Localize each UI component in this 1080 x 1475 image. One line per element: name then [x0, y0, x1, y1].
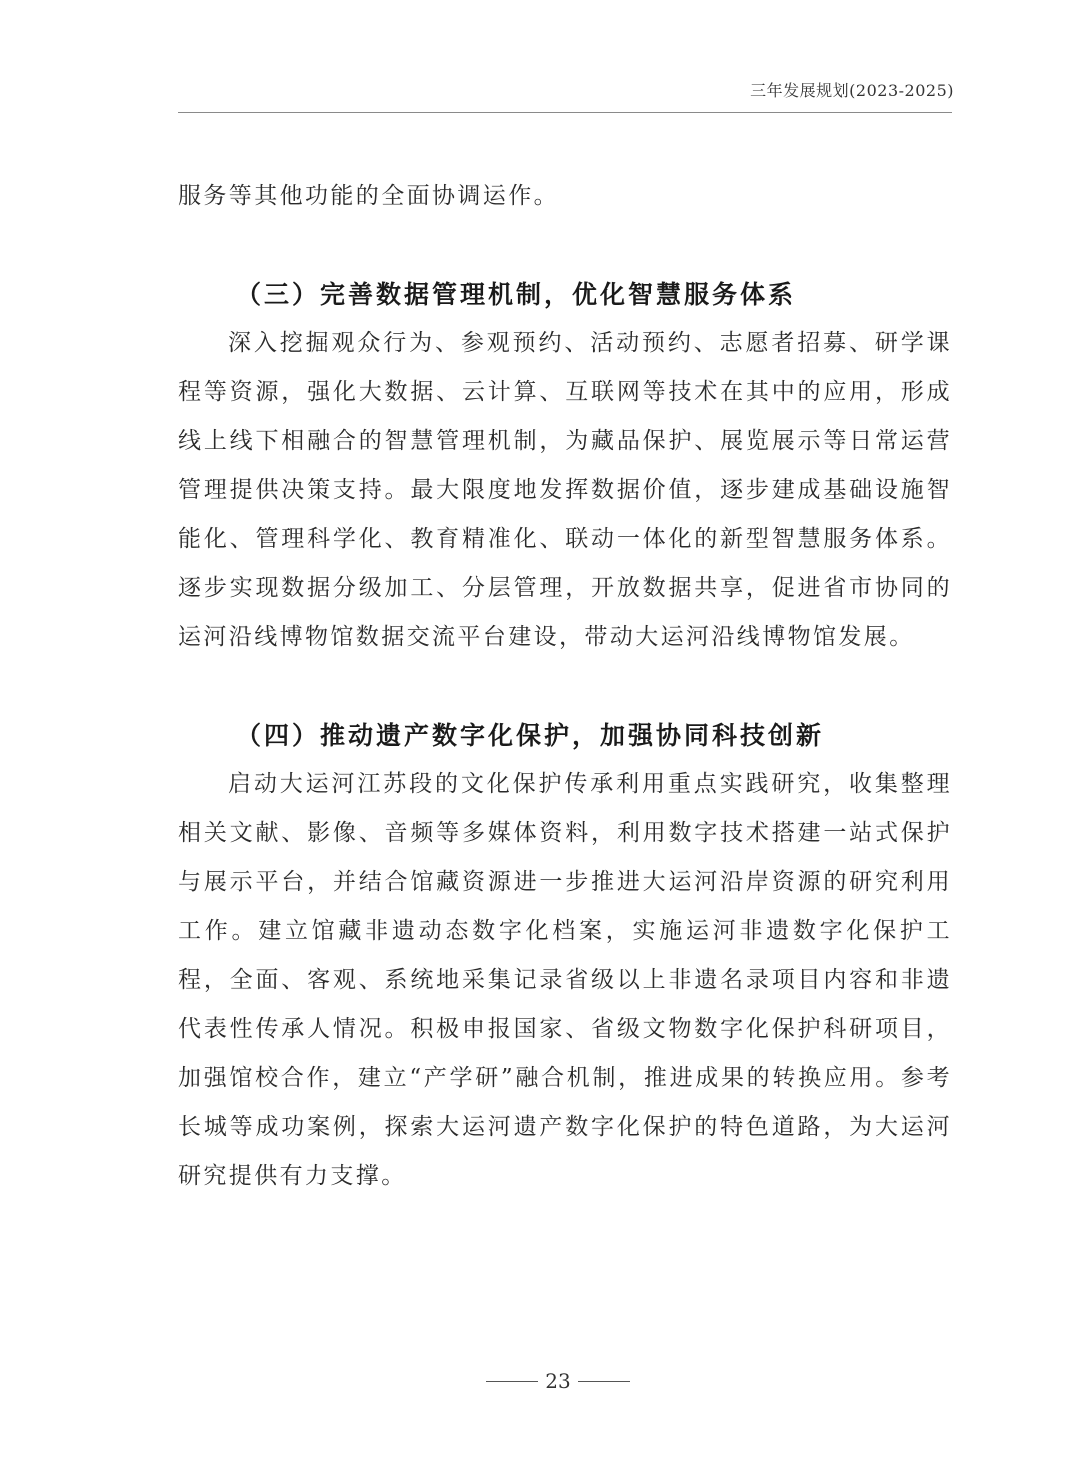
footer-rule-right	[578, 1381, 630, 1382]
section-spacer	[178, 221, 952, 270]
footer-rule-left	[486, 1381, 538, 1382]
section-3-heading: （三）完善数据管理机制，优化智慧服务体系	[236, 280, 797, 309]
section-4-paragraph: 启动大运河江苏段的文化保护传承利用重点实践研究，收集整理相关文献、影像、音频等多媒体资料，利用数字技术搭建一站式保护与展示平台，并结合馆藏资源进一步推进大运河沿岸资源的研究利用工作。建立馆藏非遗动态数字化档案，实施运河非遗数字化保护工程，全面、客观、系统地采集记录省级以上非遗名录项目内容和非遗代表性传承人情况。积极申报国家、省级文物数字化保护科研项目，加强馆校合作，建立“产学研”融合机制，推进成果的转换应用。参考长城等成功案例，探索大运河遗产数字化保护的特色道路，为大运河研究提供有力支撑。	[178, 771, 952, 1189]
page-footer	[0, 1366, 1080, 1396]
running-header-title: 三年发展规划(2023-2025)	[750, 81, 954, 100]
page-number: 23	[545, 1369, 571, 1393]
section-spacer	[178, 662, 952, 711]
section-3-paragraph: 深入挖掘观众行为、参观预约、活动预约、志愿者招募、研学课程等资源，强化大数据、云计算、互联网等技术在其中的应用，形成线上线下相融合的智慧管理机制，为藏品保护、展览展示等日常运营管理提供决策支持。最大限度地发挥数据价值，逐步建成基础设施智能化、管理科学化、教育精准化、联动一体化的新型智慧服务体系。逐步实现数据分级加工、分层管理，开放数据共享，促进省市协同的运河沿线博物馆数据交流平台建设，带动大运河沿线博物馆发展。	[178, 330, 952, 650]
section-4-heading: （四）推动遗产数字化保护，加强协同科技创新	[236, 721, 825, 750]
page-body	[178, 172, 952, 1201]
continuation-paragraph: 服务等其他功能的全面协调运作。	[178, 183, 559, 209]
header-divider	[178, 112, 952, 113]
